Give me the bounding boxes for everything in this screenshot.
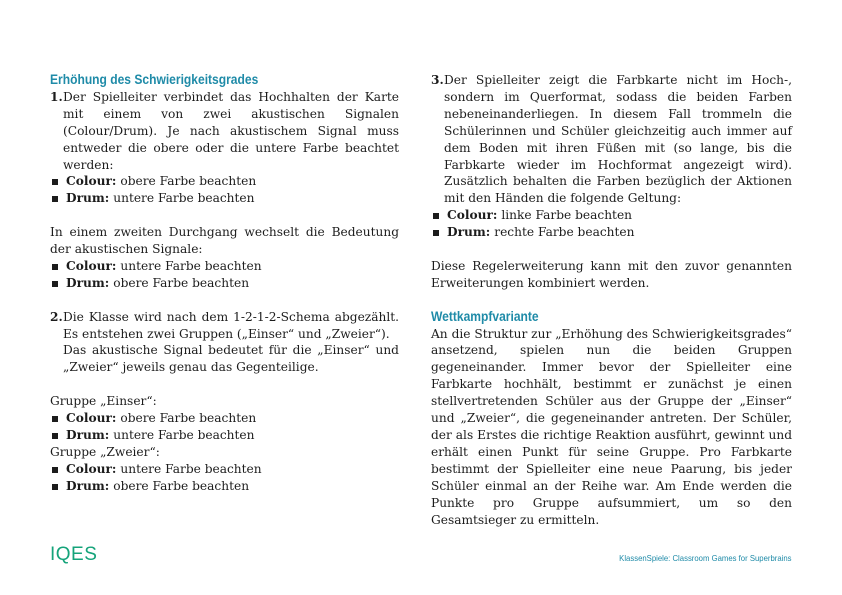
group-zweier-title: Gruppe „Zweier“: — [50, 444, 160, 459]
bullet-square-icon — [431, 224, 447, 241]
section-heading-competition: Wettkampfvariante — [431, 308, 539, 324]
item-text: Der Spielleiter zeigt die Farbkarte nicht im Hoch-, sondern im Querformat, sodass die beiden Farben nebeneinanderliegen. In diesem Fall trommeln die Schülerinnen und Schüler gleichzeitig auch immer auf dem Boden mit ihren Füßen mit (so lange, bis die Farbkarte wieder im Hochformat angezeigt wird). Zusätzlich behalten die Farben bezüglich der Aktionen mit den Händen die folgende Geltung: — [444, 73, 792, 206]
bullet-label: Drum: — [66, 478, 110, 493]
bullet-text: rechte Farbe beachten — [494, 225, 635, 240]
bullet-text: untere Farbe beachten — [113, 427, 255, 442]
bullet-label: Colour: — [66, 461, 117, 476]
numbered-item-3 — [431, 72, 792, 207]
bullet-label: Drum: — [66, 275, 110, 290]
bullet-label: Drum: — [66, 191, 110, 206]
bullet-item — [50, 410, 399, 427]
bullet-text: obere Farbe beachten — [120, 174, 257, 189]
bullet-text: obere Farbe beachten — [113, 478, 250, 493]
item-number: 2. — [50, 309, 63, 324]
bullet-item — [50, 190, 399, 207]
bullet-label: Drum: — [66, 427, 110, 442]
paragraph-competition: An die Struktur zur „Erhöhung des Schwierigkeitsgrades“ ansetzend, spielen nun die beiden Gruppen gegeneinander. Immer bevor der Spielleiter eine Farbkarte hochhält, bestimmt er zunächst je einen stellvertretenden Schüler aus der Gruppe der „Einser“ und „Zweier“, die gegeneinander antreten. Der Schüler, der als Erstes die richtige Reaktion ausführt, gewinnt und erhält einen Punkt für seine Gruppe. Pro Farbkarte bestimmt der Spielleiter eine neue Paarung, bis jeder Schüler einmal an der Reihe war. Am Ende werden die Punkte pro Gruppe aufsummiert, um so den Gesamtsieger zu ermitteln. — [431, 326, 792, 527]
item-text: Der Spielleiter verbindet das Hochhalten der Karte mit einem von zwei akustischen Signalen (Colour/Drum). Je nach akustischem Signal muss entweder die obere oder die untere Farbe beachtet werden: — [63, 89, 399, 172]
numbered-item-2 — [50, 309, 399, 343]
bullet-item — [50, 478, 399, 495]
bullet-item — [50, 275, 399, 292]
left-column — [50, 72, 399, 495]
bullet-square-icon — [50, 478, 66, 495]
bullet-item — [431, 224, 792, 241]
bullet-label: Drum: — [447, 225, 491, 240]
bullet-square-icon — [50, 258, 66, 275]
bullet-label: Colour: — [66, 258, 117, 273]
right-column — [431, 72, 792, 528]
bullet-item — [50, 427, 399, 444]
item-text-continued: Das akustische Signal bedeutet für die „Einser“ und „Zweier“ jeweils genau das Gegenteilige. — [63, 343, 399, 375]
iqes-logo: IQES — [50, 544, 98, 565]
footer-book-title: KlassenSpiele: Classroom Games for Superbrains — [619, 553, 792, 563]
bullet-label: Colour: — [66, 174, 117, 189]
bullet-square-icon — [50, 427, 66, 444]
numbered-item-1 — [50, 89, 399, 174]
paragraph-second-round: In einem zweiten Durchgang wechselt die Bedeutung der akustischen Signale: — [50, 225, 399, 257]
bullet-label: Colour: — [66, 411, 117, 426]
bullet-text: obere Farbe beachten — [120, 411, 257, 426]
item-text: Die Klasse wird nach dem 1-2-1-2-Schema abgezählt. Es entstehen zwei Gruppen („Einser“ und „Zweier“). — [63, 309, 399, 341]
paragraph-combination: Diese Regelerweiterung kann mit den zuvor genannten Erweiterungen kombiniert werden. — [431, 258, 792, 290]
bullet-square-icon — [50, 275, 66, 292]
bullet-text: obere Farbe beachten — [113, 275, 250, 290]
bullet-item — [431, 207, 792, 224]
bullet-square-icon — [50, 410, 66, 427]
bullet-square-icon — [431, 207, 447, 224]
group-einser-title: Gruppe „Einser“: — [50, 394, 157, 409]
bullet-item — [50, 461, 399, 478]
bullet-text: untere Farbe beachten — [120, 461, 262, 476]
item-number: 1. — [50, 89, 63, 104]
bullet-text: untere Farbe beachten — [113, 191, 255, 206]
bullet-square-icon — [50, 173, 66, 190]
bullet-square-icon — [50, 190, 66, 207]
bullet-item — [50, 173, 399, 190]
section-heading-difficulty: Erhöhung des Schwierigkeitsgrades — [50, 72, 259, 87]
bullet-square-icon — [50, 461, 66, 478]
bullet-text: linke Farbe beachten — [501, 208, 633, 223]
bullet-item — [50, 258, 399, 275]
bullet-label: Colour: — [447, 208, 498, 223]
bullet-text: untere Farbe beachten — [120, 258, 262, 273]
item-number: 3. — [431, 73, 444, 87]
